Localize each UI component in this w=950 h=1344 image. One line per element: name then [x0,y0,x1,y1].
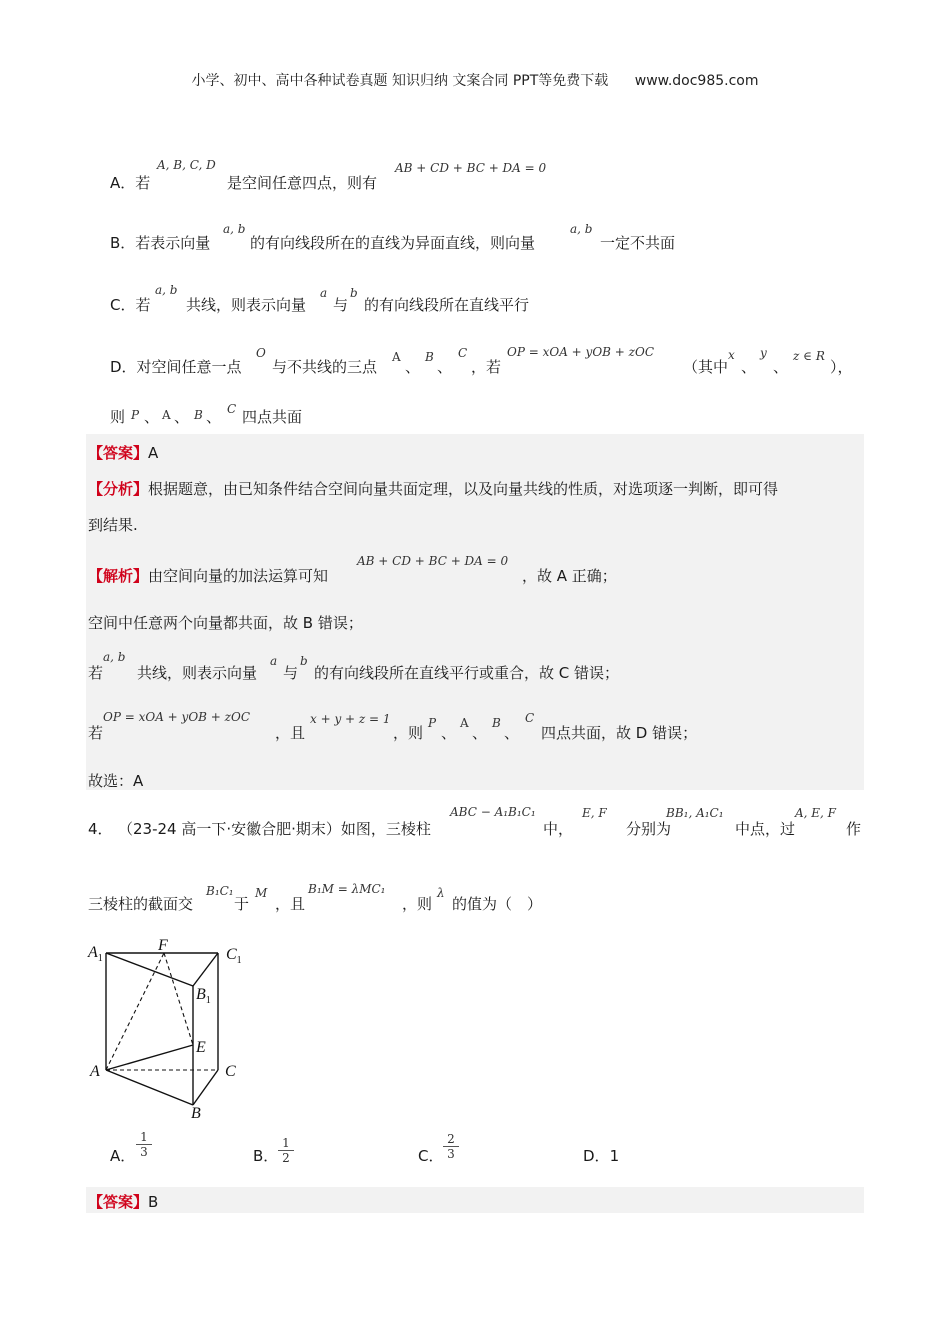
option-b-text2: 一定不共面 [600,234,676,252]
option-c-text1: 共线，则表示向量 [186,296,307,314]
q4-t2: 分别为 [626,820,672,838]
page-header [0,70,950,90]
solution-l3-pre: 若 [88,664,104,682]
option-d-math11: B [194,408,203,422]
solution-l3-mid2: 与 [283,664,299,682]
q4-option-a-label[interactable]: A． [110,1147,136,1165]
q4-t6: ，且 [275,895,306,913]
option-c-label: C．若 [110,296,151,314]
q4-option-d-label: D． [583,1147,610,1165]
q4-m8: λ [437,886,445,900]
q4-option-c-den: 3 [447,1147,455,1161]
q4-option-c-num: 2 [443,1132,459,1147]
solution-l4-m5: B [492,716,501,730]
q4-m5: B₁C₁ [206,884,234,898]
q4-answer-box [86,1187,864,1213]
option-d-sep2: 、 [437,358,453,376]
option-a-math1: A, B, C, D [157,158,216,172]
q4-t8: 的值为（ ） [452,895,543,913]
q4-option-d[interactable] [583,1145,619,1166]
option-d-math9: P [131,408,140,422]
q4-t3: 中点，过 [735,820,796,838]
option-b-text1: 的有向线段所在的直线为异面直线，则向量 [250,234,536,252]
solution-line1 [88,565,328,586]
q4-option-a-num: 1 [136,1130,152,1145]
option-d-sep4: 、 [773,358,789,376]
solution-l3-math2: a [270,654,278,668]
solution-l4-math2: x + y + z = 1 [310,712,391,726]
solution-l3-post: 的有向线段所在直线平行或重合，故 C 错误； [314,664,620,682]
label-c: C [225,1063,236,1080]
q4-option-d-value: 1 [609,1147,620,1165]
solution-l4-s3: 、 [504,724,520,742]
solution-l4-s2: 、 [472,724,488,742]
option-c-math2: a [320,286,328,300]
label-f: F [158,937,168,954]
solution-tag: 【解析】 [88,567,149,585]
segment-fe-hidden [164,953,193,1045]
solution-l3-math3: b [300,654,308,668]
solution-l1-math: AB + CD + BC + DA = 0 [357,554,509,568]
q4-answer-tag: 【答案】 [88,1193,149,1211]
solution-l3-math1: a, b [103,650,126,664]
option-b-label: B．若表示向量 [110,234,211,252]
option-d-math7: y [760,346,767,360]
q4-option-b-num: 1 [278,1136,294,1151]
solution-l4-mid1: ，且 [275,724,306,742]
q4-t7: ，则 [402,895,433,913]
q4-t1: 中， [543,820,574,838]
option-d-sep7: 、 [206,408,222,426]
solution-l4-m6: C [525,711,535,725]
label-b1: $B_1$ [196,986,211,1006]
option-d-math4: C [458,346,468,360]
q4-option-b-fraction [278,1136,294,1165]
solution-line5: 故选：A [88,772,144,790]
solution-l1-post: ，故 A 正确； [522,567,617,585]
q4-option-c-label[interactable]: C． [418,1147,444,1165]
label-e: E [196,1039,206,1056]
analysis-tag: 【分析】 [88,480,149,498]
q4-number: 4． [88,820,113,838]
label-a1: $A_1$ [88,944,103,964]
q4-answer-value: B [148,1193,159,1211]
q4-option-b-den: 2 [282,1151,290,1165]
q3-analysis-line1 [88,478,778,499]
solution-l4-post: 四点共面，故 D 错误； [541,724,698,742]
q4-t5: 于 [234,895,250,913]
solution-l4-math1: OP = xOA + yOB + zOC [103,710,251,724]
option-a-label: A．若 [110,174,151,192]
q4-m1: ABC − A₁B₁C₁ [450,805,536,819]
solution-l4-pre: 若 [88,724,104,742]
q4-m3: BB₁, A₁C₁ [666,806,724,820]
q4-m7: B₁M = λMC₁ [308,882,386,896]
edge-bc [193,1070,218,1105]
analysis-text1: 根据题意，由已知条件结合空间向量共面定理，以及向量共线的性质，对选项逐一判断，即可得 [148,480,779,498]
option-d-line2-pre: 则 [110,408,126,426]
option-d-sep3: 、 [741,358,757,376]
solution-l1-pre: 由空间向量的加法运算可知 [148,567,329,585]
option-d-text1: 与不共线的三点 [272,358,378,376]
option-b-math2: a, b [570,222,593,236]
prism-figure [86,935,256,1120]
label-b: B [191,1105,201,1120]
label-c1: $C_1$ [226,946,242,966]
solution-l4-m3: P [428,716,437,730]
q4-source: （23-24 高一下·安徽合肥·期末）如图，三棱柱 [118,820,431,838]
solution-line2: 空间中任意两个向量都共面，故 B 错误； [88,614,363,632]
option-c-text2: 与 [333,296,349,314]
option-d-math5: OP = xOA + yOB + zOC [507,345,655,359]
q4-answer [88,1191,158,1212]
answer-tag: 【答案】 [88,444,149,462]
option-d-math3: B [425,350,434,364]
segment-af-hidden [106,953,164,1070]
q4-option-c-fraction [443,1132,459,1161]
option-a-text1: 是空间任意四点，则有 [227,174,378,192]
option-d-text3: （其中 [683,358,729,376]
option-d-math2: A [392,350,401,364]
label-a: A [90,1063,100,1080]
option-d-sep5: 、 [144,408,160,426]
q4-option-b-label[interactable]: B． [253,1147,279,1165]
option-b-math1: a, b [223,222,246,236]
q4-t4: 作 [846,820,862,838]
option-d-math1: O [256,346,266,360]
option-d-text4: ）， [830,358,853,376]
solution-l3-mid1: 共线，则表示向量 [137,664,258,682]
answer-value: A [148,444,159,462]
edge-ab [106,1070,193,1105]
option-d-math12: C [227,402,237,416]
option-d-math6: x [728,348,735,362]
header-url[interactable]: www.doc985.com [634,73,759,89]
option-a-math2: AB + CD + BC + DA = 0 [395,161,547,175]
option-d-line2-post: 四点共面 [242,408,303,426]
q4-m2: E, F [582,806,607,820]
q4-l2-pre: 三棱柱的截面交 [88,895,194,913]
option-c-text3: 的有向线段所在直线平行 [364,296,530,314]
solution-l4-s1: 、 [441,724,457,742]
q4-m4: A, E, F [795,806,837,820]
q4-option-a-den: 3 [140,1145,148,1159]
edge-b1c1 [193,953,218,986]
option-c-math1: a, b [155,283,178,297]
option-d-label: D．对空间任意一点 [110,358,242,376]
q3-answer [88,442,158,463]
q4-option-a-fraction [136,1130,152,1159]
header-text: 小学、初中、高中各种试卷真题 知识归纳 文案合同 PPT等免费下载 [191,73,609,89]
option-d-sep1: 、 [405,358,421,376]
option-c-math3: b [350,286,358,300]
analysis-text2: 到结果. [88,516,138,534]
solution-l4-mid2: ，则 [393,724,424,742]
segment-ae [106,1045,193,1070]
option-d-sep6: 、 [174,408,190,426]
option-d-math10: A [162,408,171,422]
option-d-text2: ，若 [471,358,502,376]
solution-l4-m4: A [460,716,469,730]
option-d-math8: z ∈ R [793,349,825,363]
q4-m6: M [255,886,268,900]
